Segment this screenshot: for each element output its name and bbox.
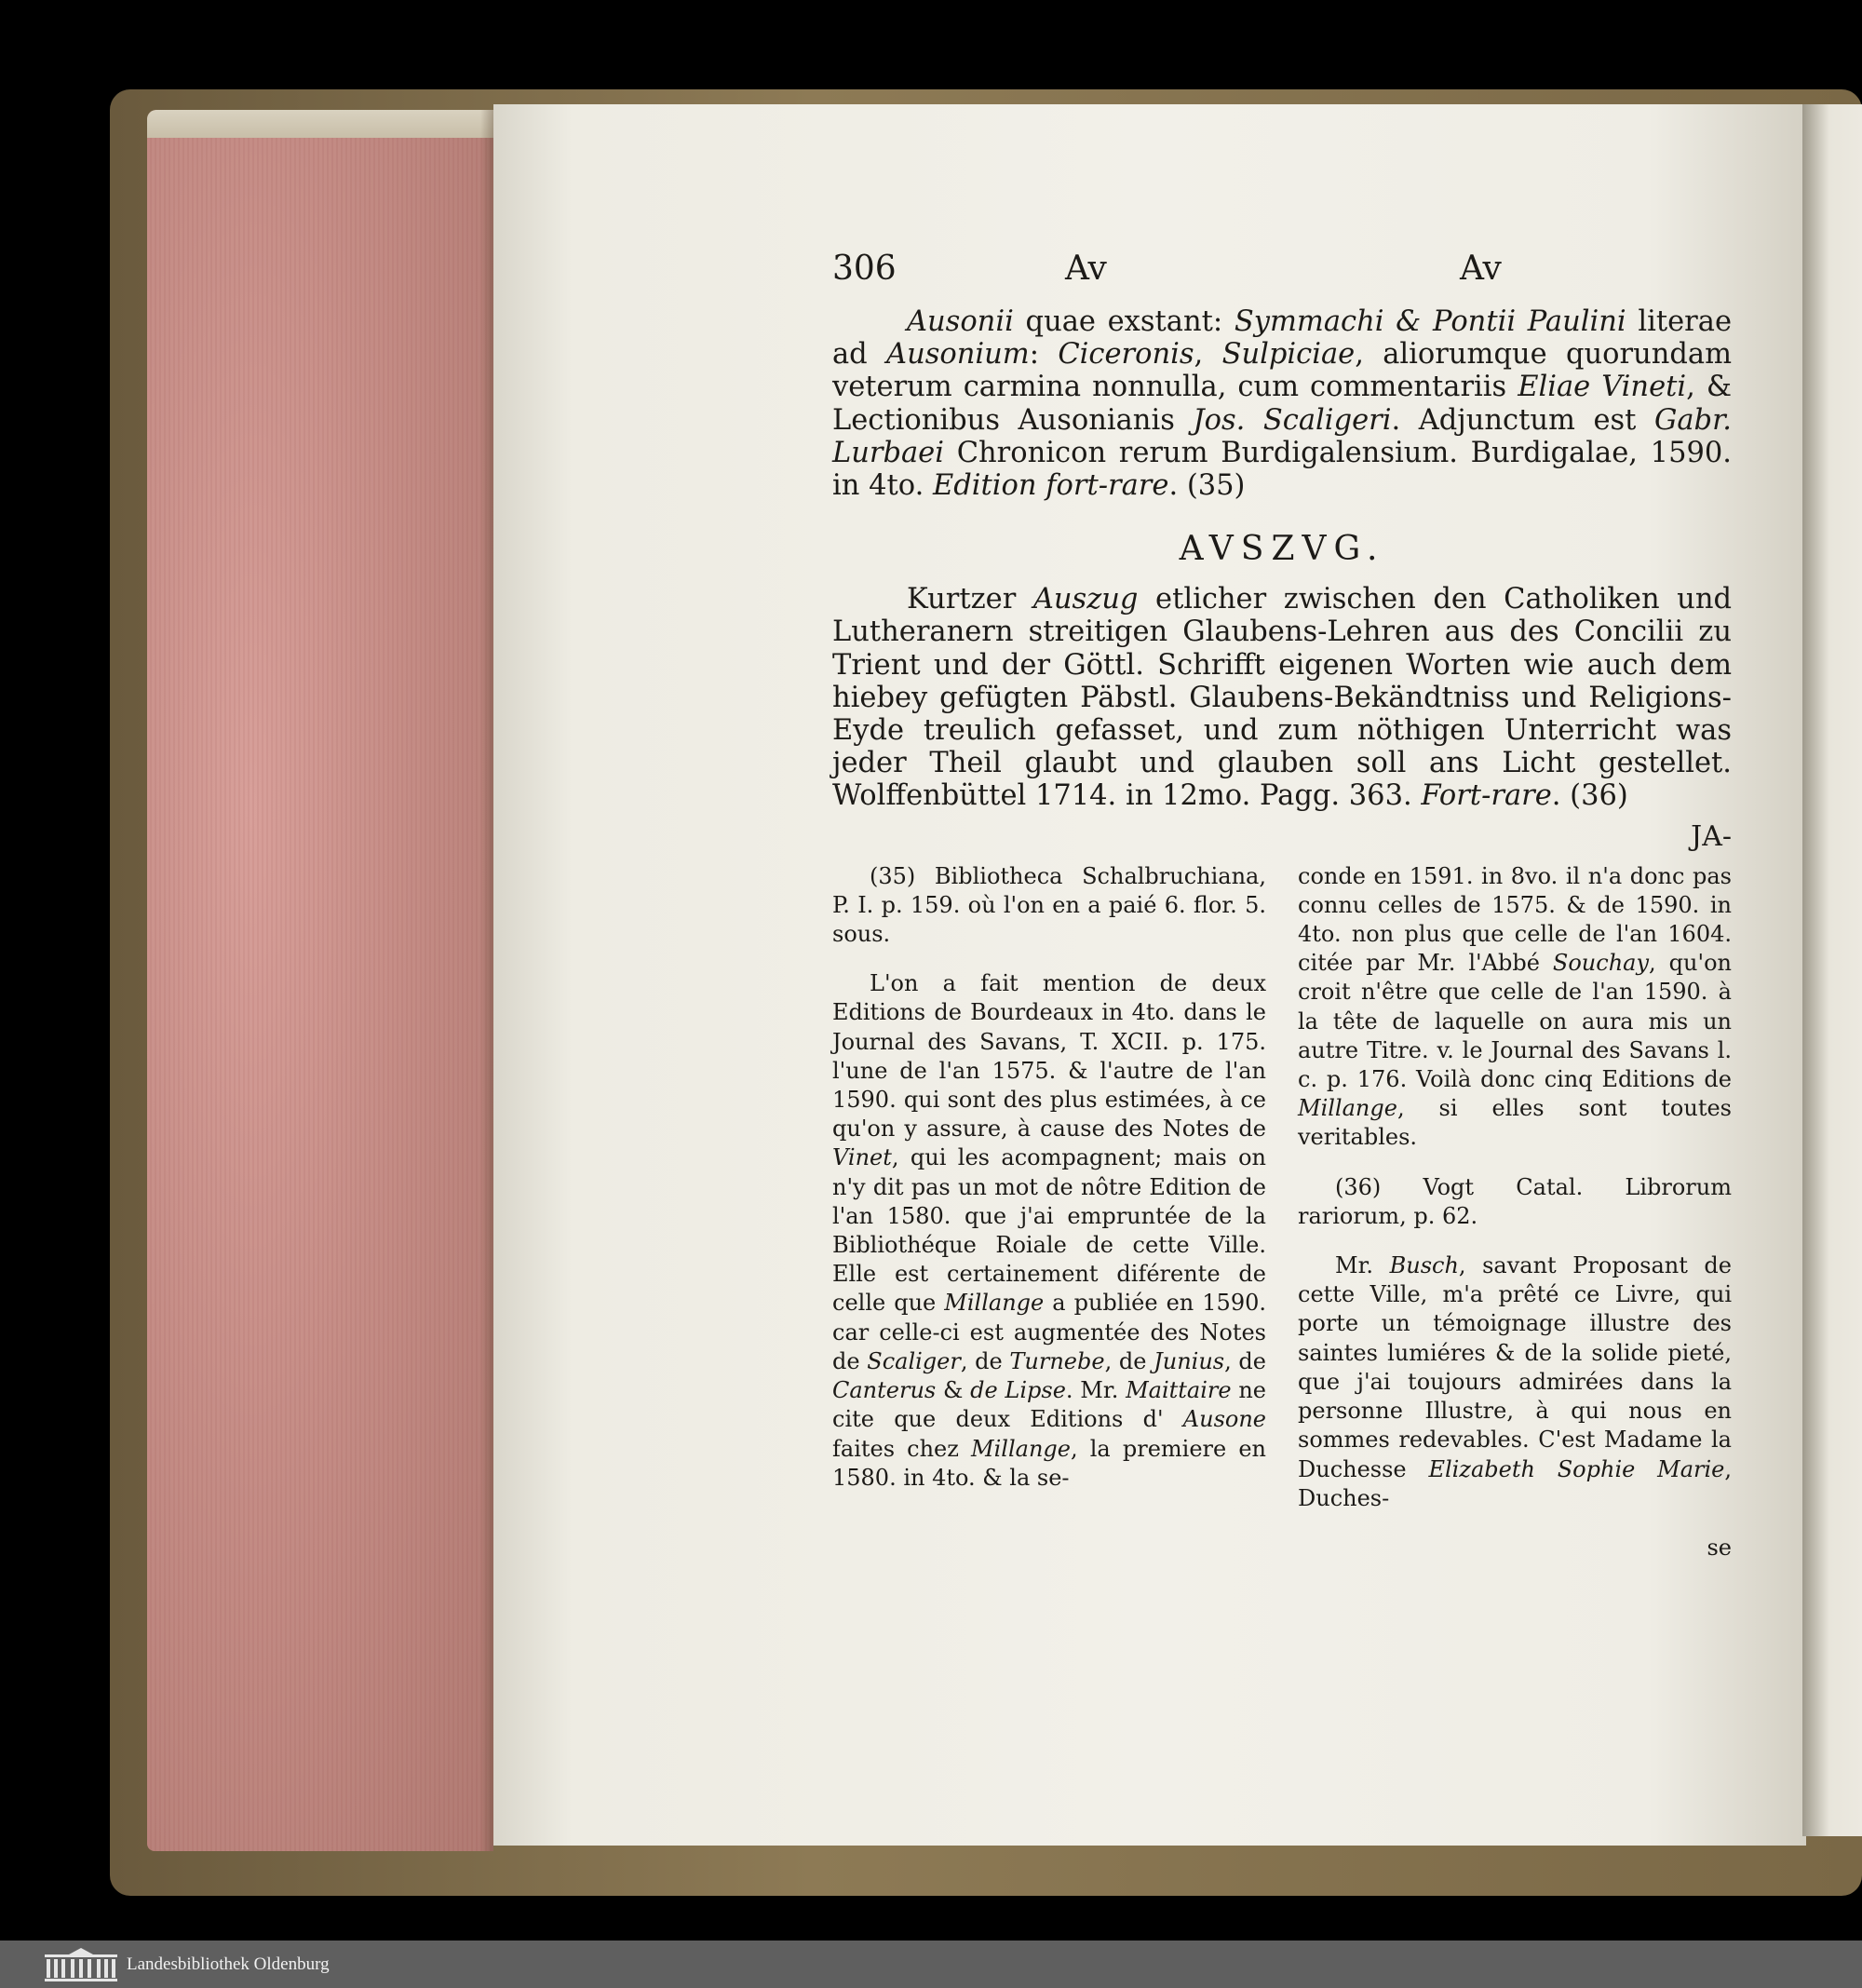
text-run: , Duches- [1298, 1455, 1732, 1511]
italic-run: Millange [971, 1435, 1071, 1462]
italic-run: Ausone [1182, 1406, 1266, 1433]
italic-run: Maittaire [1126, 1377, 1232, 1404]
text-run: literae ad [832, 305, 1732, 372]
text-run: , de [1224, 1347, 1267, 1374]
text-run: (36) Vogt Catal. Librorum rariorum, p. 62. [1298, 1173, 1732, 1229]
italic-run: Ausonium [886, 338, 1030, 372]
footnote-35-commentary [832, 969, 1266, 1493]
text-run: . (36) [1551, 779, 1628, 813]
running-head-left: Av [1065, 250, 1107, 288]
italic-run: Gabr. Lurbaei [832, 403, 1732, 469]
text-run: etlicher zwischen den Catholiken und Lutheranern streitigen Glaubens-Lehren aus des Concilii zu Trient und der Göttl. Schrifft eigenen Worten wie auch dem hiebey gefügten Päbstl. Glaubens-Bekändtniss und Religions-Eyde treulich gefasset, und zum nöthigen Unterricht was jeder Theil glaubt und glauben soll ans Licht gestellet. Wolffenbüttel 1714. in 12mo. Pagg. 363. [832, 583, 1732, 813]
text-run: , & Lectionibus Ausonianis [832, 371, 1732, 437]
entry-ausonius [832, 305, 1732, 502]
italic-run: Symmachi & Pontii Paulini [1234, 305, 1626, 338]
footnotes [832, 862, 1732, 1562]
footnote-36-commentary [1298, 1251, 1732, 1513]
text-run: , [1194, 338, 1222, 372]
italic-run: Fort-rare [1421, 779, 1552, 813]
text-run: , qui les acompagnent; mais on n'y dit pas un mot de nôtre Edition de l'an 1580. que j'ai empruntée de la Bibliothéque Roiale de cette Ville. Elle est certainement diférente de celle que [832, 1144, 1266, 1317]
footnote-column-right [1298, 862, 1732, 1562]
text-run: quae exstant: [1013, 305, 1235, 338]
text-run: , savant Proposant de cette Ville, m'a prêté ce Livre, qui porte un témoignage illustre des saintes lumiéres & de la solide pieté, que j'ai toujours admirées dans la personne Illustre, à qui nous en sommes redevables. C'est Madame la Duchesse [1298, 1252, 1732, 1482]
footer-bar [0, 1941, 1862, 1988]
library-name: Landesbibliothek Oldenburg [127, 1954, 330, 1974]
entry-auszug [832, 583, 1732, 812]
text-run: , si elles sont toutes veritables. [1298, 1095, 1732, 1151]
italic-run: Vinet [832, 1144, 892, 1171]
text-run: Chronicon rerum Burdigalensium. Burdigalae, 1590. in 4to. [832, 436, 1732, 503]
text-run: & [936, 1377, 971, 1404]
italic-run: Sulpiciae [1221, 338, 1356, 372]
text-run: , aliorumque quorundam veterum carmina nonnulla, cum commentariis [832, 338, 1733, 404]
italic-run: Millange [1298, 1095, 1397, 1122]
italic-run: Auszug [1032, 583, 1139, 616]
text-run: , de [1104, 1347, 1154, 1374]
running-head [832, 250, 1732, 305]
italic-run: Millange [944, 1290, 1045, 1317]
text-run: , qu'on croit n'être que celle de l'an 1590. à la tête de laquelle on aura mis un autre Titre. v. le Journal des Savans l. c. p. 176. Voilà donc cinq Editions de [1298, 950, 1732, 1093]
text-run: . Adjunctum est [1391, 403, 1654, 437]
text-run: L'on a fait mention de deux Editions de Bourdeaux in 4to. dans le Journal des Savans, T. XCII. p. 175. l'une de l'an 1575. & l'autre de l'an 1590. qui sont des plus estimées, à ce qu'on y assure, à cause des Notes de [832, 970, 1266, 1143]
italic-run: Edition fort-rare [932, 469, 1169, 503]
footnote-column-left [832, 862, 1266, 1562]
italic-run: de Lipse [970, 1377, 1066, 1404]
text-run: . Mr. [1065, 1377, 1127, 1404]
text-run: faites chez [832, 1435, 972, 1462]
footnote-36 [1298, 1173, 1732, 1231]
running-head-right: Av [1460, 250, 1502, 288]
page-fore-edge [147, 110, 493, 1851]
footnote-35-continued [1298, 862, 1732, 1153]
italic-run: Ausonii [907, 305, 1014, 338]
text-run: Mr. [1335, 1252, 1390, 1279]
text-run: Kurtzer [907, 583, 1033, 616]
italic-run: Busch [1389, 1252, 1459, 1279]
text-run: conde en 1591. in 8vo. il n'a donc pas connu celles de 1575. & de 1590. in 4to. non plus que celle de l'an 1604. citée par Mr. l'Abbé [1298, 862, 1732, 977]
section-heading: AVSZVG. [1179, 530, 1385, 569]
text-run: . (35) [1168, 469, 1246, 503]
italic-run: Ciceronis [1058, 338, 1194, 372]
text-run: ne cite que deux Editions d' [832, 1377, 1266, 1433]
italic-run: Jos. Scaligeri [1193, 403, 1392, 437]
facing-page-edge [1802, 104, 1862, 1836]
text-run: , de [960, 1347, 1010, 1374]
library-building-icon [43, 1947, 119, 1982]
italic-run: Souchay [1552, 950, 1650, 977]
italic-run: Canterus [832, 1377, 937, 1404]
text-run: a publiée en 1590. car celle-ci est augmentée des Notes de [832, 1290, 1266, 1374]
page-text [832, 250, 1732, 1562]
italic-run: Eliae Vineti [1518, 371, 1687, 404]
italic-run: Elizabeth Sophie Marie [1428, 1455, 1725, 1482]
text-run: , la premiere en 1580. in 4to. & la se- [832, 1435, 1266, 1491]
italic-run: Turnebe [1009, 1347, 1105, 1374]
page-number: 306 [832, 250, 897, 288]
italic-run: Junius [1154, 1347, 1225, 1374]
text-run: (35) Bibliotheca Schalbruchiana, P. I. p. 159. où l'on en a paié 6. flor. 5. sous. [832, 862, 1266, 948]
catchword-top: JA- [1691, 819, 1732, 853]
italic-run: Scaliger [867, 1347, 961, 1374]
footnote-35 [832, 862, 1266, 950]
catchword-bottom: se [1707, 1534, 1732, 1561]
text-run: : [1029, 338, 1059, 372]
